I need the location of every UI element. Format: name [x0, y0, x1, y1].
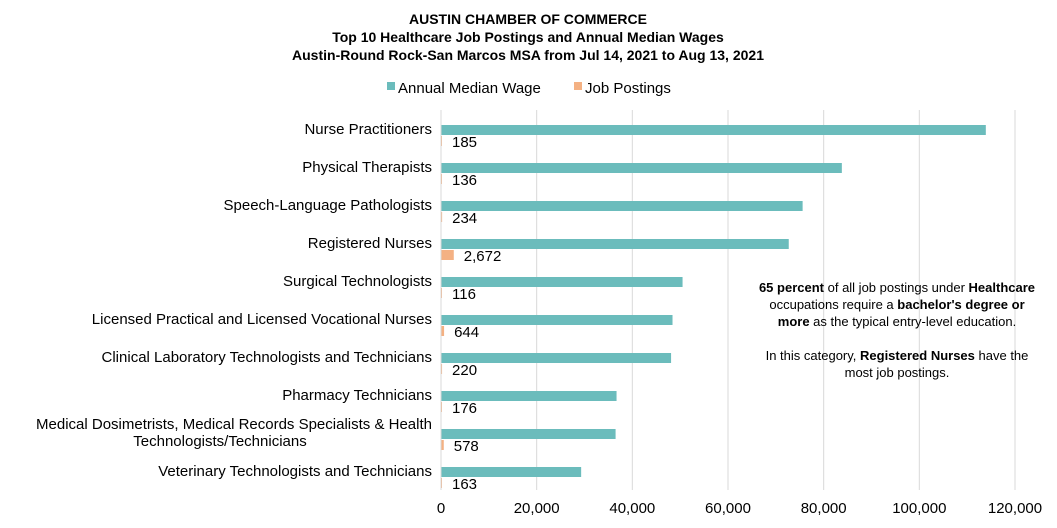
category-label: Surgical Technologists	[283, 273, 432, 290]
job-postings-data-label: 644	[454, 324, 480, 341]
job-postings-data-label: 220	[452, 362, 478, 379]
category-label: Veterinary Technologists and Technicians	[158, 463, 432, 480]
x-tick-label: 20,000	[513, 500, 560, 517]
job-postings-data-label: 163	[452, 476, 478, 493]
category-label: Speech-Language Pathologists	[223, 197, 432, 214]
annotation-paragraph-2: In this category, Registered Nurses have the most job postings.	[765, 348, 1029, 380]
job-postings-data-label: 185	[452, 134, 478, 151]
category-label: Registered Nurses	[307, 235, 432, 252]
x-tick-label: 100,000	[892, 500, 947, 517]
wage-bar	[441, 277, 683, 287]
category-label: Licensed Practical and Licensed Vocational Nurses	[91, 311, 432, 328]
category-label: Pharmacy Technicians	[282, 387, 432, 404]
job-postings-bar	[441, 250, 454, 260]
category-label: Medical Dosimetrists, Medical Records Specialists & Health	[36, 416, 432, 433]
x-tick-label: 60,000	[705, 500, 751, 517]
legend-swatch-2	[574, 82, 582, 90]
job-postings-data-label: 234	[452, 210, 478, 227]
wage-bar	[441, 125, 986, 135]
annotation-box	[752, 279, 1042, 398]
category-label: Technologists/Technicians	[133, 433, 307, 450]
category-label: Physical Therapists	[302, 159, 432, 176]
wage-bar	[441, 163, 842, 173]
legend-label-1: Annual Median Wage	[398, 80, 541, 97]
legend-swatch-1	[387, 82, 395, 90]
job-postings-data-label: 176	[452, 400, 478, 417]
legend-label-2: Job Postings	[585, 80, 671, 97]
x-tick-label: 80,000	[800, 500, 847, 517]
x-tick-label: 120,000	[987, 500, 1043, 517]
annotation-paragraph-1: 65 percent of all job postings under Healthcare occupations require a bachelor's degree or more as the typical entry-level education.	[758, 280, 1036, 329]
x-tick-label: 0	[436, 500, 446, 517]
category-label: Clinical Laboratory Technologists and Technicians	[101, 349, 432, 366]
chart-title-line-2: Top 10 Healthcare Job Postings and Annual Median Wages	[332, 29, 724, 45]
chart-title-line-3: Austin-Round Rock-San Marcos MSA from Jul 14, 2021 to Aug 13, 2021	[292, 47, 764, 63]
job-postings-data-label: 116	[452, 286, 476, 303]
job-postings-data-label: 136	[452, 172, 478, 189]
chart-title-line-1: AUSTIN CHAMBER OF COMMERCE	[409, 11, 647, 27]
job-postings-data-label: 2,672	[463, 248, 502, 265]
wage-bar	[441, 201, 803, 211]
job-postings-data-label: 578	[453, 438, 479, 455]
x-tick-label: 40,000	[609, 500, 656, 517]
category-label: Nurse Practitioners	[304, 121, 432, 138]
